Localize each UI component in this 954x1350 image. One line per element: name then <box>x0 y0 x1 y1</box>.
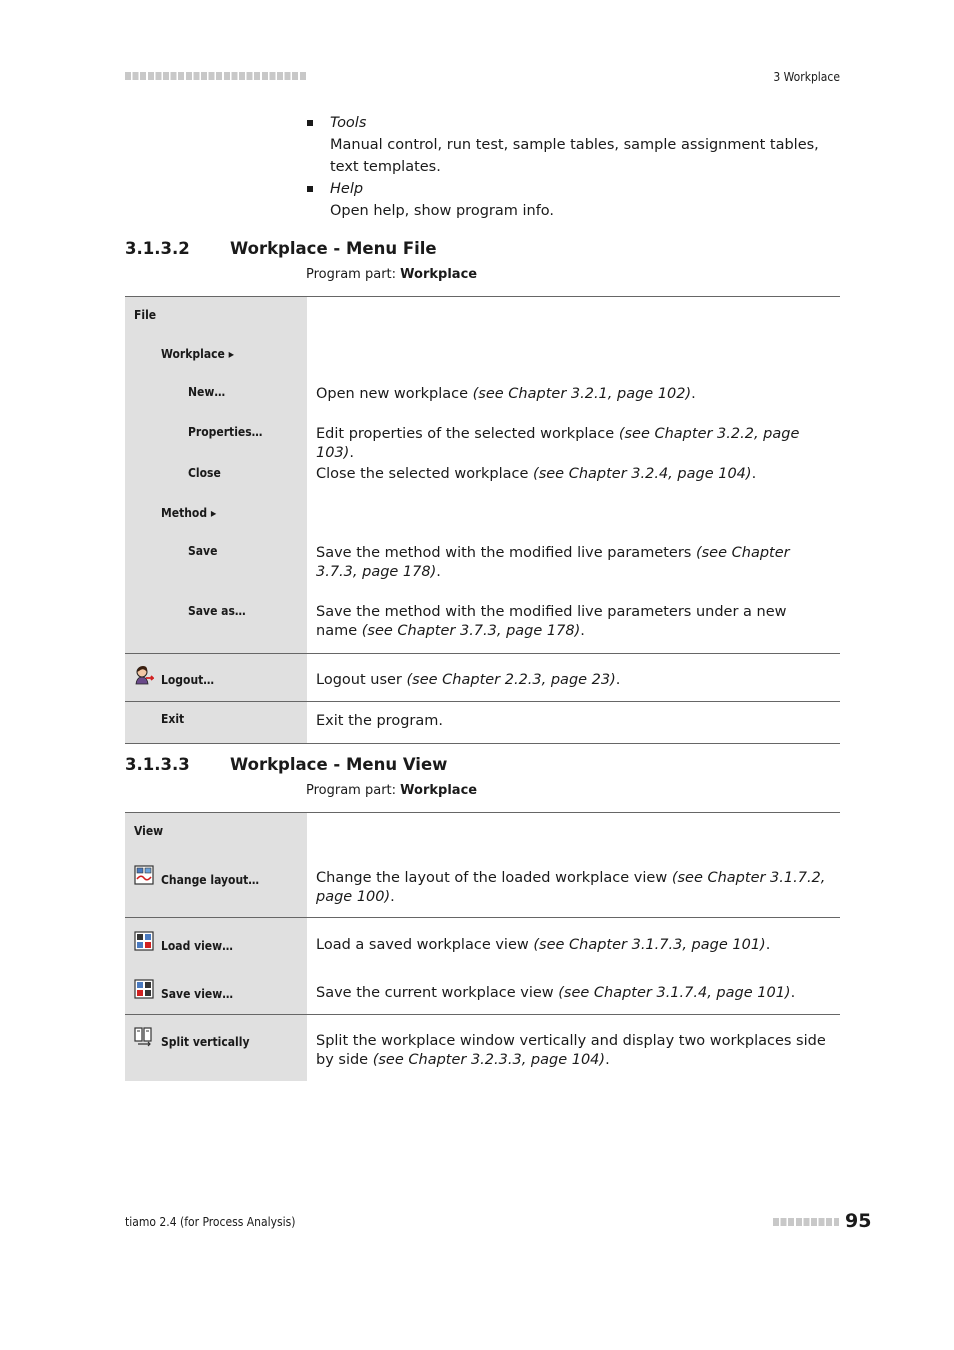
chapter-ref[interactable]: (see Chapter 3.7.3, page 178) <box>361 623 581 639</box>
section-title: Workplace - Menu View <box>230 755 448 774</box>
desc-text: Save the current workplace view <box>316 985 559 1001</box>
chapter-ref[interactable]: (see Chapter 3.1.7.4, page 101) <box>558 985 791 1001</box>
footer-decoration <box>773 1218 839 1226</box>
desc-close: Close the selected workplace (see Chapter 3.2.4, page 104). <box>316 465 831 484</box>
row-divider <box>125 917 840 918</box>
menu-item-save[interactable]: Save <box>188 544 218 558</box>
desc-logout: Logout user (see Chapter 2.2.3, page 23). <box>316 671 831 690</box>
desc-save: Save the method with the modified live parameters (see Chapter 3.7.3, page 178). <box>316 544 831 582</box>
row-divider <box>125 701 840 702</box>
desc-save-view: Save the current workplace view (see Chapter 3.1.7.4, page 101). <box>316 984 831 1003</box>
desc-load-view: Load a saved workplace view (see Chapter 3.1.7.3, page 101). <box>316 936 831 955</box>
bullet-square-icon <box>307 186 313 192</box>
desc-new: Open new workplace (see Chapter 3.2.1, page 102). <box>316 385 831 404</box>
desc-text: Load a saved workplace view <box>316 937 534 953</box>
bullet-list <box>306 112 846 222</box>
chapter-ref[interactable]: (see Chapter 3.1.7.2, page 100) <box>316 870 826 905</box>
desc-text: Split the workplace window vertically and display two workplaces side by side <box>316 1033 826 1068</box>
desc-text: Close the selected workplace <box>316 466 534 482</box>
menu-item-workplace[interactable]: Workplace ▸ <box>161 347 235 361</box>
section-number: 3.1.3.2 <box>125 239 190 258</box>
split-vertical-icon <box>134 1027 154 1047</box>
desc-text: Open new workplace <box>316 386 473 402</box>
menu-item-logout[interactable]: Logout… <box>161 673 215 687</box>
desc-text: Change the layout of the loaded workplace view <box>316 870 672 886</box>
desc-text: Edit properties of the selected workplace <box>316 426 619 442</box>
menu-item-new[interactable]: New… <box>188 385 226 399</box>
chapter-ref[interactable]: (see Chapter 3.2.1, page 102) <box>472 386 692 402</box>
logout-user-icon <box>134 665 154 685</box>
bullet-item-help <box>306 178 846 222</box>
chapter-ref[interactable]: (see Chapter 3.7.3, page 178) <box>316 545 790 580</box>
header-decoration <box>125 72 307 80</box>
row-divider <box>125 1014 840 1015</box>
menu-item-properties[interactable]: Properties… <box>188 425 263 439</box>
menu-item-load-view[interactable]: Load view… <box>161 939 233 953</box>
footer-product: tiamo 2.4 (for Process Analysis) <box>125 1215 296 1229</box>
section-heading-file <box>125 239 437 258</box>
section-number: 3.1.3.3 <box>125 755 190 774</box>
chapter-ref[interactable]: (see Chapter 3.2.2, page 103) <box>316 426 800 461</box>
menu-item-save-view[interactable]: Save view… <box>161 987 234 1001</box>
view-menu-table <box>125 812 840 1081</box>
program-part-value: Workplace <box>400 267 478 282</box>
load-view-icon <box>134 931 154 951</box>
desc-change-layout: Change the layout of the loaded workplace view (see Chapter 3.1.7.2, page 100). <box>316 869 831 907</box>
section-title: Workplace - Menu File <box>230 239 437 258</box>
menu-item-save-as[interactable]: Save as… <box>188 604 246 618</box>
chapter-ref[interactable]: (see Chapter 3.2.3.3, page 104) <box>372 1052 606 1068</box>
desc-exit: Exit the program. <box>316 712 831 731</box>
desc-text: Save the method with the modified live parameters under a new name <box>316 604 787 639</box>
menu-item-split-vertically[interactable]: Split vertically <box>161 1035 250 1049</box>
page-number: 95 <box>845 1210 872 1232</box>
chapter-ref[interactable]: (see Chapter 3.1.7.3, page 101) <box>533 937 766 953</box>
menu-item-exit[interactable]: Exit <box>161 712 185 726</box>
chapter-ref[interactable]: (see Chapter 3.2.4, page 104) <box>533 466 752 482</box>
program-part-label: Program part: <box>306 267 397 282</box>
program-part-view <box>306 783 477 798</box>
desc-split-vertically: Split the workplace window vertically and display two workplaces side by side (see Chapter 3.2.3.3, page 104). <box>316 1032 831 1070</box>
desc-properties: Edit properties of the selected workplace (see Chapter 3.2.2, page 103). <box>316 425 831 463</box>
section-heading-view <box>125 755 447 774</box>
desc-text: Save the method with the modified live parameters <box>316 545 696 561</box>
menu-item-method[interactable]: Method ▸ <box>161 506 217 520</box>
layout-icon <box>134 865 154 885</box>
bullet-square-icon <box>307 120 313 126</box>
file-menu-table <box>125 296 840 744</box>
bullet-title: Help <box>330 181 364 197</box>
running-header-chapter: 3 Workplace <box>773 70 840 84</box>
chapter-ref[interactable]: (see Chapter 2.2.3, page 23) <box>406 672 616 688</box>
menu-file[interactable]: File <box>134 308 157 322</box>
desc-save-as: Save the method with the modified live parameters under a new name (see Chapter 3.7.3, page 178). <box>316 603 831 641</box>
desc-text: Logout user <box>316 672 407 688</box>
menu-view[interactable]: View <box>134 824 164 838</box>
bullet-text: Manual control, run test, sample tables, sample assignment tables, text templates. <box>330 137 819 175</box>
bullet-item-tools <box>306 112 846 178</box>
program-part-file <box>306 267 477 282</box>
row-divider <box>125 653 840 654</box>
menu-item-change-layout[interactable]: Change layout… <box>161 873 260 887</box>
program-part-value: Workplace <box>400 783 478 798</box>
save-view-icon <box>134 979 154 999</box>
program-part-label: Program part: <box>306 783 397 798</box>
bullet-text: Open help, show program info. <box>330 203 555 219</box>
bullet-title: Tools <box>330 115 367 131</box>
menu-item-close[interactable]: Close <box>188 466 221 480</box>
